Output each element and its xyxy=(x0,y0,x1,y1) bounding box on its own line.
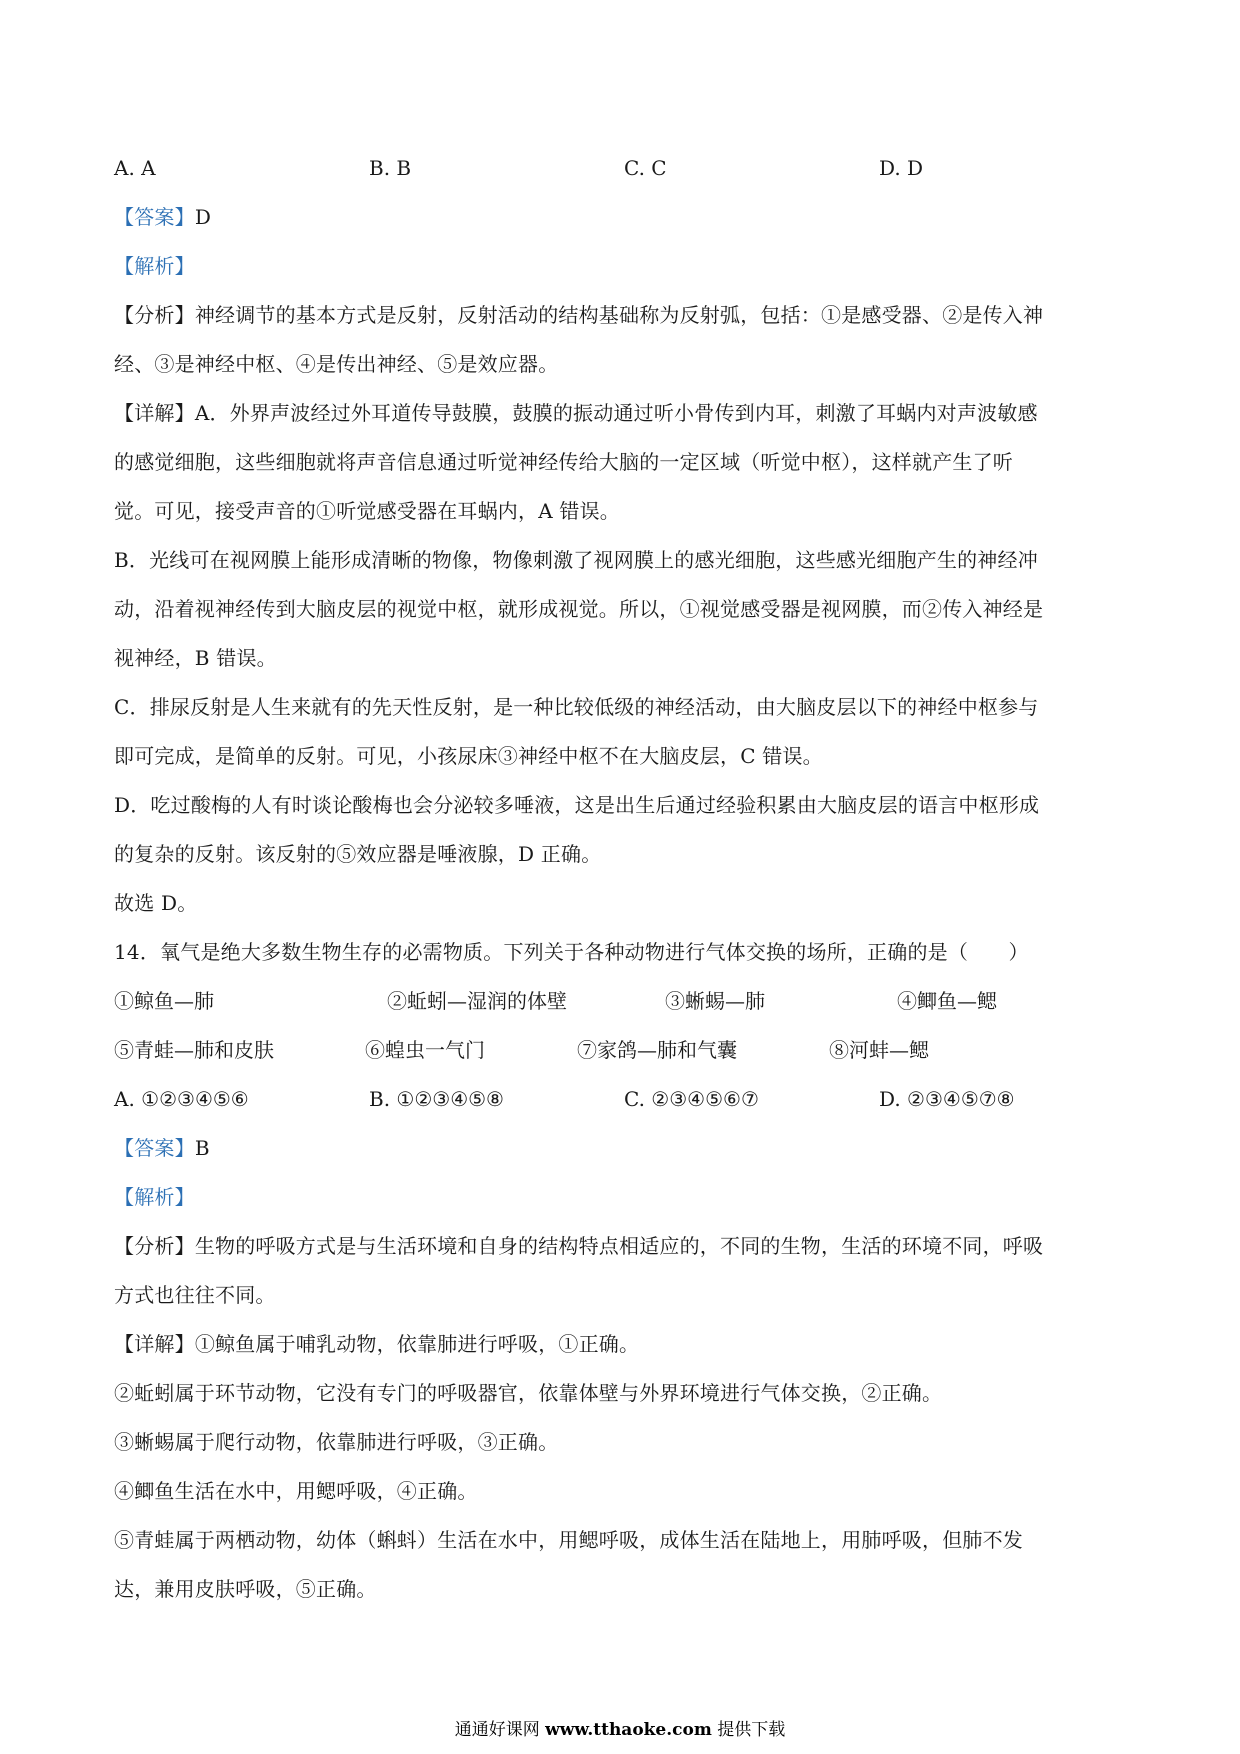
xiangjie-text: A．外界声波经过外耳道传导鼓膜，鼓膜的振动通过听小骨传到内耳，刺激了耳蜗内对声波敏感 xyxy=(194,401,1038,425)
q14-option-a: A. ①②③④⑤⑥ xyxy=(114,1087,249,1111)
analysis-tag: 【解析】 xyxy=(114,254,195,278)
q13-answer xyxy=(114,203,1134,231)
q13-conclusion: 故选 D。 xyxy=(114,891,198,915)
q13-xiangjie-line: 即可完成，是简单的反射。可见，小孩尿床③神经中枢不在大脑皮层，C 错误。 xyxy=(114,744,823,768)
footer-site: 通通好课网 xyxy=(454,1720,540,1740)
q13-option-c: C. C xyxy=(624,156,667,180)
xiangjie-text: ①鲸鱼属于哺乳动物，依靠肺进行呼吸，①正确。 xyxy=(194,1332,640,1356)
q14-xiangjie-line: ③蜥蜴属于爬行动物，依靠肺进行呼吸，③正确。 xyxy=(114,1430,559,1454)
q13-xiangjie-line: 的复杂的反射。该反射的⑤效应器是唾液腺，D 正确。 xyxy=(114,842,602,866)
fenxi-tag: 【分析】 xyxy=(114,303,195,327)
q14-analysis-heading xyxy=(114,1183,1134,1211)
q14-item: ④鲫鱼—鳃 xyxy=(897,989,997,1013)
analysis-tag: 【解析】 xyxy=(114,1185,195,1209)
q14-option-b: B. ①②③④⑤⑧ xyxy=(369,1087,504,1111)
fenxi-text: 神经调节的基本方式是反射，反射活动的结构基础称为反射弧，包括：①是感受器、②是传入神 xyxy=(194,303,1044,327)
fenxi-tag: 【分析】 xyxy=(114,1234,195,1258)
q13-option-b: B. B xyxy=(369,156,412,180)
q14-item: ⑤青蛙—肺和皮肤 xyxy=(114,1038,274,1062)
q14-item: ⑧河蚌—鳃 xyxy=(829,1038,929,1062)
q13-xiangjie-line xyxy=(114,399,1134,427)
answer-value: B xyxy=(194,1136,210,1160)
q14-option-d: D. ②③④⑤⑦⑧ xyxy=(879,1087,1015,1111)
q13-xiangjie-line: C．排尿反射是人生来就有的先天性反射，是一种比较低级的神经活动，由大脑皮层以下的神经中枢参与 xyxy=(114,695,1039,719)
q13-xiangjie-line: 觉。可见，接受声音的①听觉感受器在耳蜗内，A 错误。 xyxy=(114,499,621,523)
answer-tag: 【答案】 xyxy=(114,1136,195,1160)
q13-fenxi-line: 经、③是神经中枢、④是传出神经、⑤是效应器。 xyxy=(114,352,559,376)
q14-item: ①鲸鱼—肺 xyxy=(114,989,214,1013)
q13-fenxi-line xyxy=(114,301,1134,329)
q14-item: ②蚯蚓—湿润的体壁 xyxy=(387,989,567,1013)
q13-xiangjie-line: D．吃过酸梅的人有时谈论酸梅也会分泌较多唾液，这是出生后通过经验积累由大脑皮层的语言中枢形成 xyxy=(114,793,1040,817)
q14-xiangjie-line: 达，兼用皮肤呼吸，⑤正确。 xyxy=(114,1577,377,1601)
q13-xiangjie-line: B．光线可在视网膜上能形成清晰的物像，物像刺激了视网膜上的感光细胞，这些感光细胞产生的神经冲 xyxy=(114,548,1038,572)
q13-xiangjie-line: 视神经，B 错误。 xyxy=(114,646,277,670)
q14-fenxi-line: 方式也往往不同。 xyxy=(114,1283,276,1307)
q14-question: 14．氧气是绝大多数生物生存的必需物质。下列关于各种动物进行气体交换的场所，正确的是（ ） xyxy=(114,940,1029,964)
fenxi-text: 生物的呼吸方式是与生活环境和自身的结构特点相适应的，不同的生物，生活的环境不同，呼吸 xyxy=(194,1234,1044,1258)
q13-xiangjie-line: 动，沿着视神经传到大脑皮层的视觉中枢，就形成视觉。所以，①视觉感受器是视网膜，而②传入神经是 xyxy=(114,597,1044,621)
answer-tag: 【答案】 xyxy=(114,205,195,229)
q13-xiangjie-line: 的感觉细胞，这些细胞就将声音信息通过听觉神经传给大脑的一定区域（听觉中枢），这样就产生了听 xyxy=(114,450,1013,474)
q14-xiangjie-line xyxy=(114,1330,1134,1358)
answer-value: D xyxy=(194,205,212,229)
q14-xiangjie-line: ②蚯蚓属于环节动物，它没有专门的呼吸器官，依靠体壁与外界环境进行气体交换，②正确。 xyxy=(114,1381,943,1405)
q14-item: ⑦家鸽—肺和气囊 xyxy=(577,1038,737,1062)
q14-item: ⑥蝗虫一气门 xyxy=(365,1038,485,1062)
page-footer xyxy=(0,1718,1240,1742)
q13-analysis-heading xyxy=(114,252,1134,280)
footer-suffix: 提供下载 xyxy=(717,1720,786,1740)
q13-option-a: A. A xyxy=(114,156,156,180)
q14-item: ③蜥蜴—肺 xyxy=(665,989,765,1013)
xiangjie-tag: 【详解】 xyxy=(114,401,195,425)
q14-xiangjie-line: ④鲫鱼生活在水中，用鳃呼吸，④正确。 xyxy=(114,1479,478,1503)
xiangjie-tag: 【详解】 xyxy=(114,1332,195,1356)
footer-url[interactable]: www.tthaoke.com xyxy=(545,1720,712,1740)
q14-option-c: C. ②③④⑤⑥⑦ xyxy=(624,1087,759,1111)
q14-answer xyxy=(114,1134,1134,1162)
q14-fenxi-line xyxy=(114,1232,1134,1260)
q13-option-d: D. D xyxy=(879,156,924,180)
q14-xiangjie-line: ⑤青蛙属于两栖动物，幼体（蝌蚪）生活在水中，用鳃呼吸，成体生活在陆地上，用肺呼吸，但肺不发 xyxy=(114,1528,1023,1552)
